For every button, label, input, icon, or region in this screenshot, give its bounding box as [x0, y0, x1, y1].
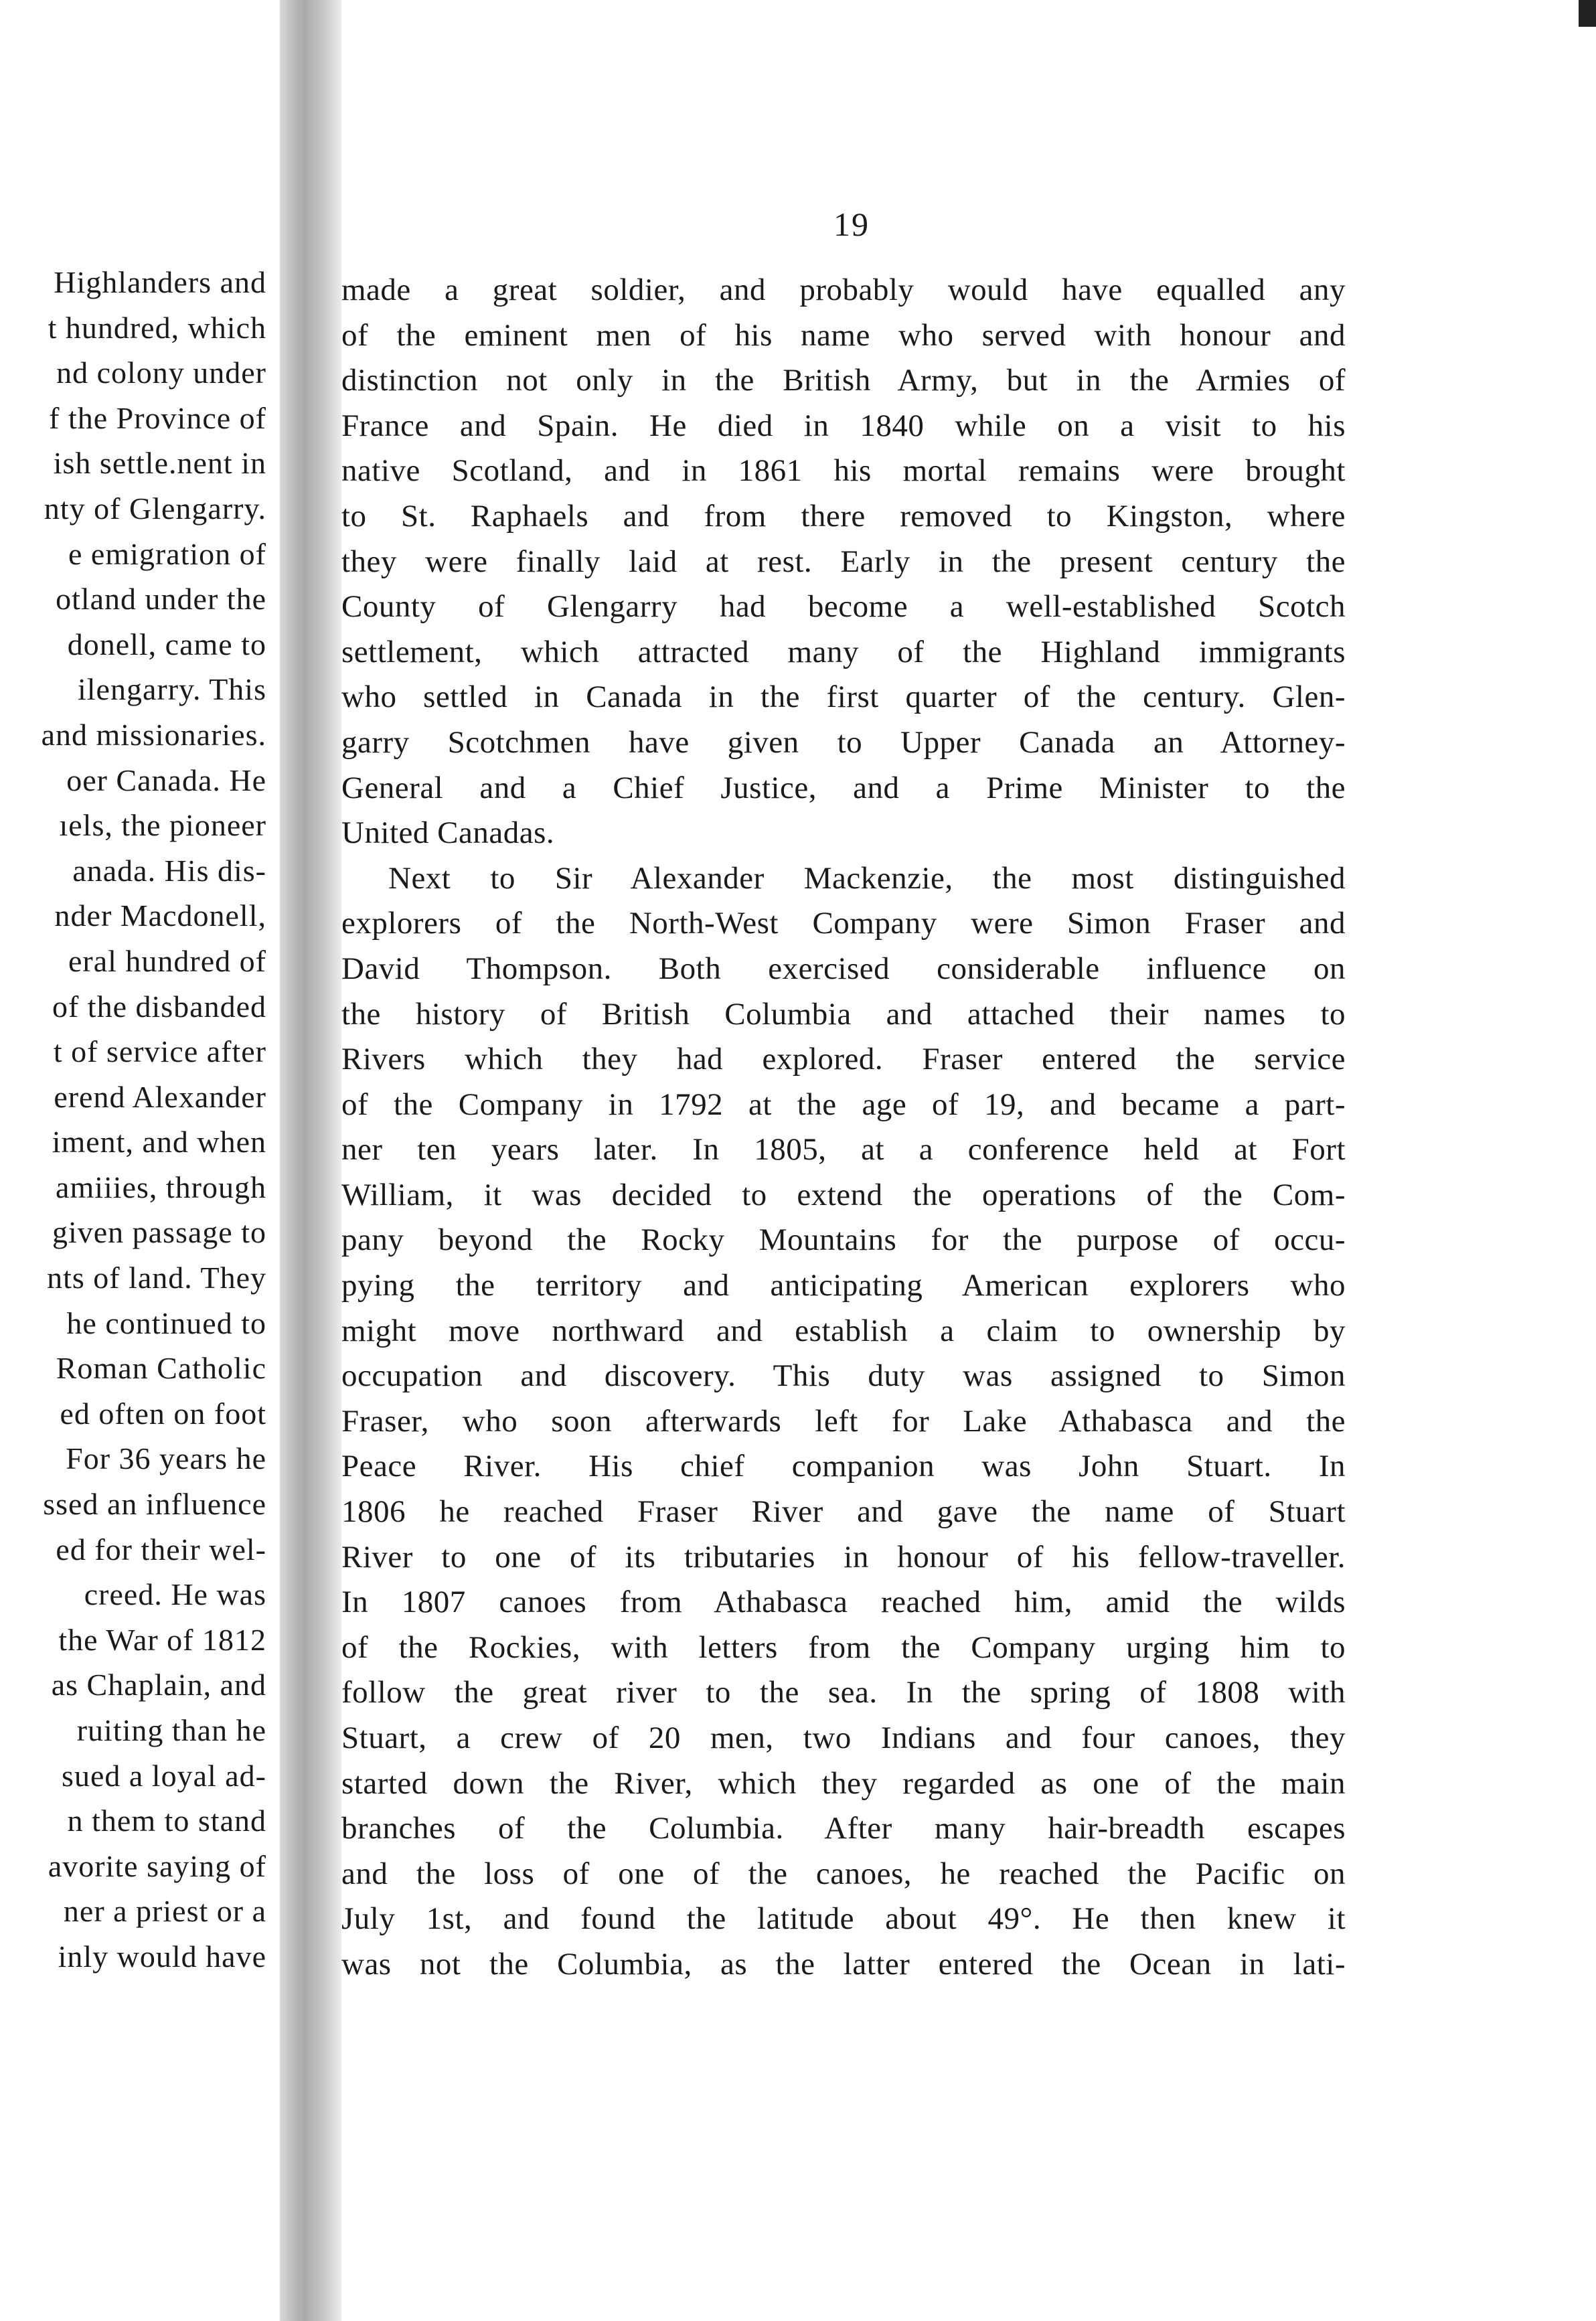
left-line: as Chaplain, and — [51, 1668, 266, 1702]
text-line: who settled in Canada in the first quarter of the century. Glen- — [341, 679, 1346, 715]
left-line: oer Canada. He — [66, 763, 266, 797]
left-line: t of service after — [53, 1034, 266, 1069]
left-line: ruiting than he — [76, 1713, 266, 1747]
text-line: native Scotland, and in 1861 his mortal remains were brought — [341, 453, 1346, 489]
left-line: creed. He was — [84, 1577, 266, 1612]
book-gutter-shadow — [280, 0, 341, 2321]
left-line: erend Alexander — [54, 1079, 266, 1114]
left-line: amiiies, through — [56, 1170, 266, 1204]
left-line: given passage to — [52, 1215, 266, 1250]
left-line: ed for their wel- — [56, 1532, 266, 1567]
left-line: ıels, the pioneer — [59, 808, 266, 843]
text-line: In 1807 canoes from Athabasca reached him, amid the wilds — [341, 1585, 1346, 1620]
text-line: made a great soldier, and probably would have equalled any — [341, 272, 1346, 307]
left-line: anada. His dis- — [72, 853, 266, 888]
text-line: River to one of its tributaries in honour of his fellow-traveller. — [341, 1539, 1346, 1575]
text-line: garry Scotchmen have given to Upper Canada an Attorney- — [341, 724, 1346, 760]
text-line: of the Company in 1792 at the age of 19, and became a part- — [341, 1087, 1346, 1122]
left-line: ed often on foot — [60, 1396, 266, 1431]
text-line: pany beyond the Rocky Mountains for the purpose of occu- — [341, 1222, 1346, 1258]
left-line: sued a loyal ad- — [62, 1758, 266, 1793]
left-line: of the disbanded — [52, 989, 266, 1024]
text-line: General and a Chief Justice, and a Prime Minister to the — [341, 770, 1346, 805]
left-line: iment, and when — [52, 1125, 266, 1159]
left-line: inly would have — [58, 1939, 266, 1974]
left-line: he continued to — [66, 1305, 266, 1340]
left-line: donell, came to — [67, 627, 266, 661]
text-line: might move northward and establish a claim to ownership by — [341, 1313, 1346, 1348]
text-line: to St. Raphaels and from there removed to Kingston, where — [341, 498, 1346, 534]
left-line: ner a priest or a — [63, 1894, 266, 1929]
text-line: Peace River. His chief companion was John Stuart. In — [341, 1449, 1346, 1484]
left-line: nty of Glengarry. — [44, 491, 266, 526]
left-line: n them to stand — [67, 1804, 266, 1838]
text-line: follow the great river to the sea. In the spring of 1808 with — [341, 1675, 1346, 1710]
left-line: ilengarry. This — [78, 672, 266, 707]
text-line: they were finally laid at rest. Early in the present century the — [341, 544, 1346, 579]
left-line: nder Macdonell, — [54, 898, 266, 933]
text-line: 1806 he reached Fraser River and gave the name of Stuart — [341, 1494, 1346, 1530]
left-line: e emigration of — [68, 536, 266, 571]
text-line: of the Rockies, with letters from the Company urging him to — [341, 1629, 1346, 1665]
text-line: France and Spain. He died in 1840 while on a visit to his — [341, 408, 1346, 443]
left-line: and missionaries. — [41, 717, 266, 752]
left-line: t hundred, which — [48, 310, 266, 345]
left-line: nts of land. They — [47, 1261, 266, 1295]
left-line: ssed an influence — [43, 1487, 266, 1522]
right-page — [341, 0, 1596, 2321]
text-line: branches of the Columbia. After many hair-breadth escapes — [341, 1811, 1346, 1846]
text-line: pying the territory and anticipating American explorers who — [341, 1268, 1346, 1303]
left-line: ish settle.nent in — [53, 446, 266, 481]
left-page-text — [42, 260, 266, 1980]
text-line: County of Glengarry had become a well-established Scotch — [341, 589, 1346, 625]
text-line: ner ten years later. In 1805, at a conference held at Fort — [341, 1132, 1346, 1168]
text-line: occupation and discovery. This duty was assigned to Simon — [341, 1358, 1346, 1394]
text-line: was not the Columbia, as the latter entered the Ocean in lati- — [341, 1946, 1346, 1982]
left-page-fragment — [0, 0, 281, 2321]
text-line: Next to Sir Alexander Mackenzie, the most distinguished — [388, 860, 1346, 896]
left-line: Roman Catholic — [56, 1351, 266, 1386]
text-line: the history of British Columbia and attached their names to — [341, 996, 1346, 1032]
text-line: Stuart, a crew of 20 men, two Indians and four canoes, they — [341, 1720, 1346, 1755]
left-line: otland under the — [56, 582, 266, 617]
text-line: David Thompson. Both exercised considerable influence on — [341, 951, 1346, 986]
body-text — [341, 268, 1346, 1988]
text-line: Fraser, who soon afterwards left for Lake Athabasca and the — [341, 1403, 1346, 1439]
text-line: of the eminent men of his name who served with honour and — [341, 317, 1346, 353]
page-number: 19 — [833, 206, 870, 243]
text-line: and the loss of one of the canoes, he reached the Pacific on — [341, 1856, 1346, 1891]
text-line: Rivers which they had explored. Fraser entered the service — [341, 1042, 1346, 1077]
text-line: William, it was decided to extend the operations of the Com- — [341, 1177, 1346, 1212]
left-line: For 36 years he — [66, 1441, 266, 1476]
text-line: distinction not only in the British Army, but in the Armies of — [341, 363, 1346, 398]
left-line: avorite saying of — [48, 1848, 266, 1883]
left-line: f the Province of — [49, 400, 266, 435]
left-line: the War of 1812 — [58, 1622, 266, 1657]
text-line: July 1st, and found the latitude about 49°. He then knew it — [341, 1901, 1346, 1937]
text-line: explorers of the North-West Company were Simon Fraser and — [341, 906, 1346, 941]
left-line: eral hundred of — [68, 943, 266, 978]
left-line: nd colony under — [56, 355, 266, 390]
text-line: started down the River, which they regarded as one of the main — [341, 1765, 1346, 1801]
left-line: Highlanders and — [54, 265, 266, 299]
text-line: settlement, which attracted many of the Highland immigrants — [341, 634, 1346, 669]
text-line: United Canadas. — [341, 815, 555, 851]
